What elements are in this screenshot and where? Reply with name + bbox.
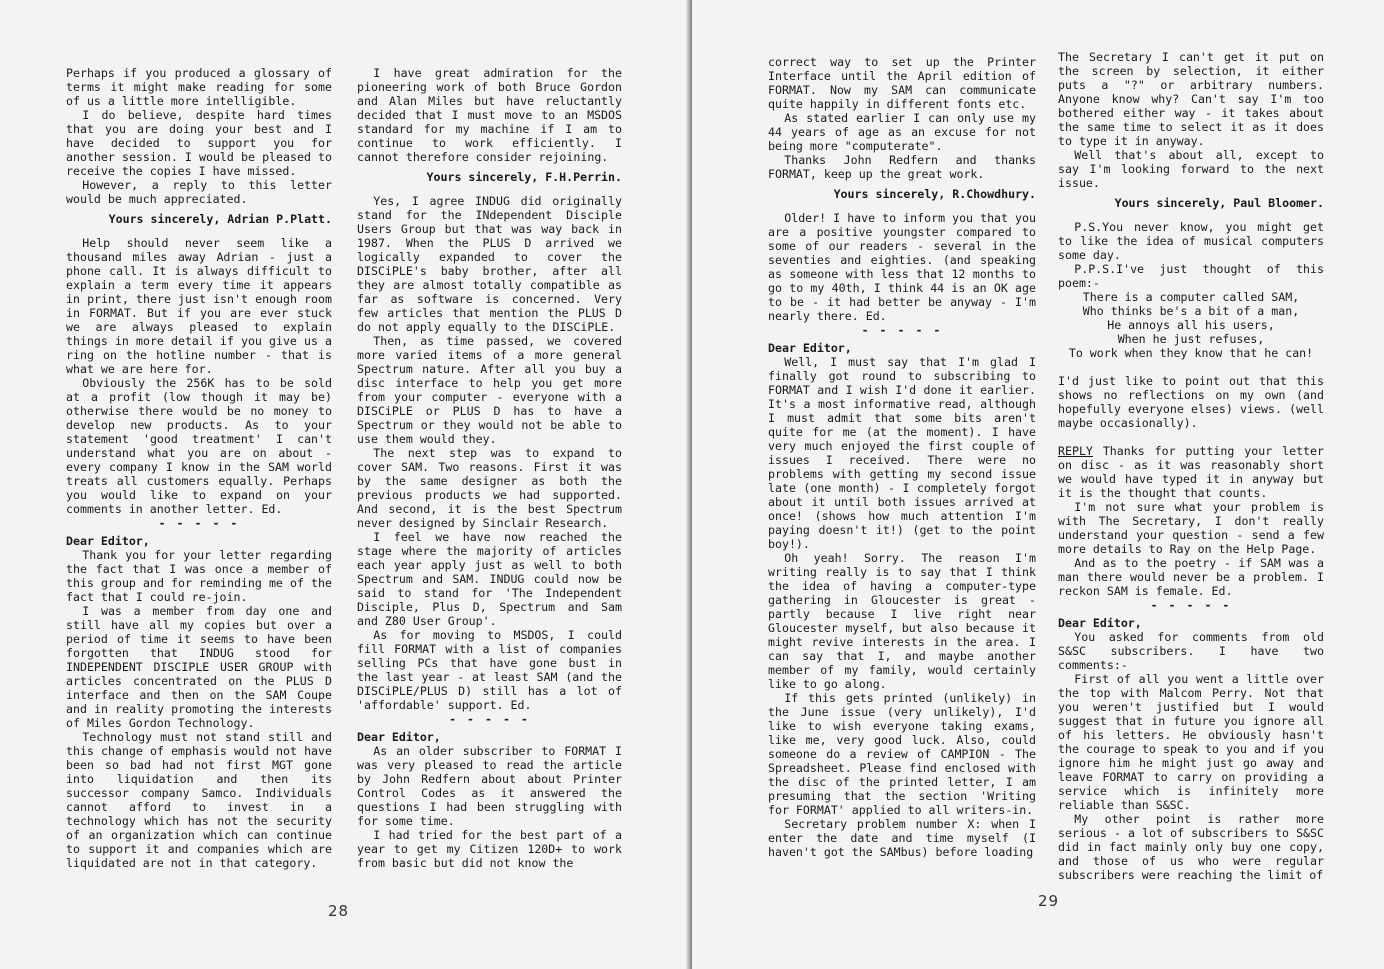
poem-line: There is a computer called SAM, xyxy=(1082,290,1300,304)
paragraph: P.S.You never know, you might get to like the idea of musical computers some day. xyxy=(1058,220,1324,262)
paragraph: Well, I must say that I'm glad I finally got round to subscribing to FORMAT and I wish I'd done it earlier. It's a most informative read, although I must admit that some bits aren't quite for me (at the moment). I have very much enjoyed the first couple of issues I received. There were no problems with getting my second issue late (one month) - I completely forgot about it until both issues arrived at once! (shows how much attention I'm paying doesn't it!) (get to the point boy!). xyxy=(768,355,1036,551)
page-right xyxy=(692,0,1384,969)
paragraph: The Secretary I can't get it put on the screen by selection, it either puts a "?" or arbitrary numbers. Anyone know why? Can't say I'm too bothered either way - it takes about the same time to select it as it does to type it in anyway. xyxy=(1058,50,1324,148)
paragraph: I do believe, despite hard times that you are doing your best and I have decided to support you for another session. I would be pleased to receive the copies I have missed. xyxy=(66,108,332,178)
signature: Yours sincerely, R.Chowdhury. xyxy=(833,187,1036,201)
page-number-left: 28 xyxy=(328,902,350,920)
left-page-column-1 xyxy=(66,66,332,870)
paragraph: I'm not sure what your problem is with The Secretary, I don't really understand your question - send a few more details to Ray on the Help Page. xyxy=(1058,500,1324,556)
page-left xyxy=(0,0,690,969)
separator: - - - - - xyxy=(449,712,530,726)
left-page-column-2 xyxy=(357,66,622,870)
paragraph: Older! I have to inform you that you are a positive youngster compared to some of our readers - several in the seventies and eighties. (and speaking as someone with less that 12 months to go to my 40th, I think 44 is an OK age to be - it had better be anyway - I'm nearly there. Ed. xyxy=(768,211,1036,323)
poem-line: To work when they know that he can! xyxy=(1068,346,1314,360)
paragraph: I feel we have now reached the stage where the majority of articles each year apply just as well to both Spectrum and SAM. INDUG could now be said to stand for 'The Independent Disciple, Plus D, Spectrum and Sam and Z80 User Group'. xyxy=(357,530,622,628)
signature: Yours sincerely, F.H.Perrin. xyxy=(426,170,622,184)
poem-line: When he just refuses, xyxy=(1117,332,1265,346)
right-page-column-2 xyxy=(1058,50,1324,882)
right-page-column-1 xyxy=(768,55,1036,859)
reply-paragraph xyxy=(1058,444,1324,500)
signature: Yours sincerely, Adrian P.Platt. xyxy=(108,212,332,226)
letter-salutation: Dear Editor, xyxy=(768,341,852,355)
paragraph: I had tried for the best part of a year to get my Citizen 120D+ to work from basic but did not know the xyxy=(357,828,622,870)
paragraph: Well that's about all, except to say I'm looking forward to the next issue. xyxy=(1058,148,1324,190)
signature: Yours sincerely, Paul Bloomer. xyxy=(1114,196,1324,210)
paragraph: I'd just like to point out that this shows no reflections on my own (and hopefully everyone elses) views. (well maybe occasionally). xyxy=(1058,374,1324,430)
paragraph: Secretary problem number X: when I enter the date and time myself (I haven't got the SAMbus) before loading xyxy=(768,817,1036,859)
reply-label: REPLY xyxy=(1058,444,1093,458)
paragraph: Yes, I agree INDUG did originally stand for the INdependent Disciple Users Group but that was way back in 1987. When the PLUS D arrived we logically expanded to cover the DISCiPLE's baby brother, after all they are almost totally compatible as far as software is concerned. Very few articles that mention the PLUS D do not apply equally to the DISCiPLE. xyxy=(357,194,622,334)
separator: - - - - - xyxy=(861,323,943,337)
letter-salutation: Dear Editor, xyxy=(1058,616,1142,630)
blank-line xyxy=(1058,430,1324,444)
paragraph: Help should never seem like a thousand miles away Adrian - just a phone call. It is always difficult to explain a term every time it appears in print, there just isn't enough room in FORMAT. But if you are ever stuck we are always pleased to explain things in more detail if you give us a ring on the hotline number - that is what we are here for. xyxy=(66,236,332,376)
letter-salutation: Dear Editor, xyxy=(66,534,150,548)
blank-line xyxy=(1058,360,1324,374)
poem-line: He annoys all his users, xyxy=(1107,318,1275,332)
paragraph: As stated earlier I can only use my 44 years of age as an excuse for not being more "computerate". xyxy=(768,111,1036,153)
paragraph: Technology must not stand still and this change of emphasis would not have been so bad had not first MGT gone into liquidation and then its successor company Samco. Individuals cannot afford to invest in a technology which has not the security of an organization which can continue to support it and companies which are liquidated are not in that category. xyxy=(66,730,332,870)
letter-salutation: Dear Editor, xyxy=(357,730,441,744)
paragraph: However, a reply to this letter would be much appreciated. xyxy=(66,178,332,206)
paragraph: I was a member from day one and still have all my copies but over a period of time it seems to have been forgotten that INDUG stood for INDEPENDENT DISCIPLE USER GROUP with articles concentrated on the PLUS D interface and then on the SAM Coupe and in reality promoting the interests of Miles Gordon Technology. xyxy=(66,604,332,730)
paragraph: As an older subscriber to FORMAT I was very pleased to read the article by John Redfern about about Printer Control Codes as it answered the questions I had been struggling with for some time. xyxy=(357,744,622,828)
paragraph: P.P.S.I've just thought of this poem:- xyxy=(1058,262,1324,290)
paragraph: My other point is rather more serious - a lot of subscribers to S&SC did in fact mainly only buy one copy, and those of us who were regular subscribers were reaching the limit of xyxy=(1058,812,1324,882)
reply-text: Thanks for putting your letter on disc - as it was reasonably short we would have typed it in anyway but it is the thought that counts. xyxy=(1058,444,1324,500)
poem-line: Who thinks be's a bit of a man, xyxy=(1082,304,1300,318)
paragraph: And as to the poetry - if SAM was a man there would never be a problem. I reckon SAM is female. Ed. xyxy=(1058,556,1324,598)
paragraph: Thanks John Redfern and thanks FORMAT, keep up the great work. xyxy=(768,153,1036,181)
separator: - - - - - xyxy=(158,516,240,530)
paragraph: Obviously the 256K has to be sold at a profit (low though it may be) otherwise there would be no money to develop new products. As to your statement 'good treatment' I can't understand what you are on about - every company I know in the SAM world treats all customers equally. Perhaps you would like to expand on your comments in another letter. Ed. xyxy=(66,376,332,516)
paragraph: Oh yeah! Sorry. The reason I'm writing really is to say that I think the idea of having a computer-type gathering in Gloucester is great - partly because I live right near Gloucester myself, but also because it might revive interests in the area. I can say that I, and maybe another member of my family, would certainly like to go along. xyxy=(768,551,1036,691)
paragraph: The next step was to expand to cover SAM. Two reasons. First it was by the same designer as both the previous products we had supported. And second, it is the best Spectrum never designed by Sinclair Research. xyxy=(357,446,622,530)
paragraph: Thank you for your letter regarding the fact that I was once a member of this group and for reminding me of the fact that I could re-join. xyxy=(66,548,332,604)
paragraph: correct way to set up the Printer Interface until the April edition of FORMAT. Now my SAM can communicate quite happily in different fonts etc. xyxy=(768,55,1036,111)
paragraph: You asked for comments from old S&SC subscribers. I have two comments:- xyxy=(1058,630,1324,672)
paragraph: As for moving to MSDOS, I could fill FORMAT with a list of companies selling PCs that have gone bust in the last year - at least SAM (and the DISCiPLE/PLUS D) still has a lot of 'affordable' support. Ed. xyxy=(357,628,622,712)
paragraph: Perhaps if you produced a glossary of terms it might make reading for some of us a little more intelligible. xyxy=(66,66,332,108)
paragraph: First of all you went a little over the top with Malcom Perry. Not that you weren't justified but I would suggest that in future you ignore all of his letters. He obviously hasn't the courage to speak to you and if you ignore him he might just go away and leave FORMAT to carry on providing a service which is infinitely more reliable than S&SC. xyxy=(1058,672,1324,812)
paragraph: If this gets printed (unlikely) in the June issue (very unlikely), I'd like to wish everyone taking exams, like me, very good luck. Also, could someone do a review of CAMPION - The Spreadsheet. Please find enclosed with the disc of the printed letter, I am presuming that the section 'Writing for FORMAT' applied to all writers-in. xyxy=(768,691,1036,817)
page-number-right: 29 xyxy=(1038,892,1060,910)
paragraph: Then, as time passed, we covered more varied items of a more general Spectrum nature. After all you buy a disc interface to help you get more from your computer - everyone with a DISCiPLE or PLUS D has to have a Spectrum or they would not be able to use them would they. xyxy=(357,334,622,446)
paragraph: I have great admiration for the pioneering work of both Bruce Gordon and Alan Miles but have reluctantly decided that I must move to an MSDOS standard for my machine if I am to continue to work efficiently. I cannot therefore consider rejoining. xyxy=(357,66,622,164)
separator: - - - - - xyxy=(1150,598,1232,612)
